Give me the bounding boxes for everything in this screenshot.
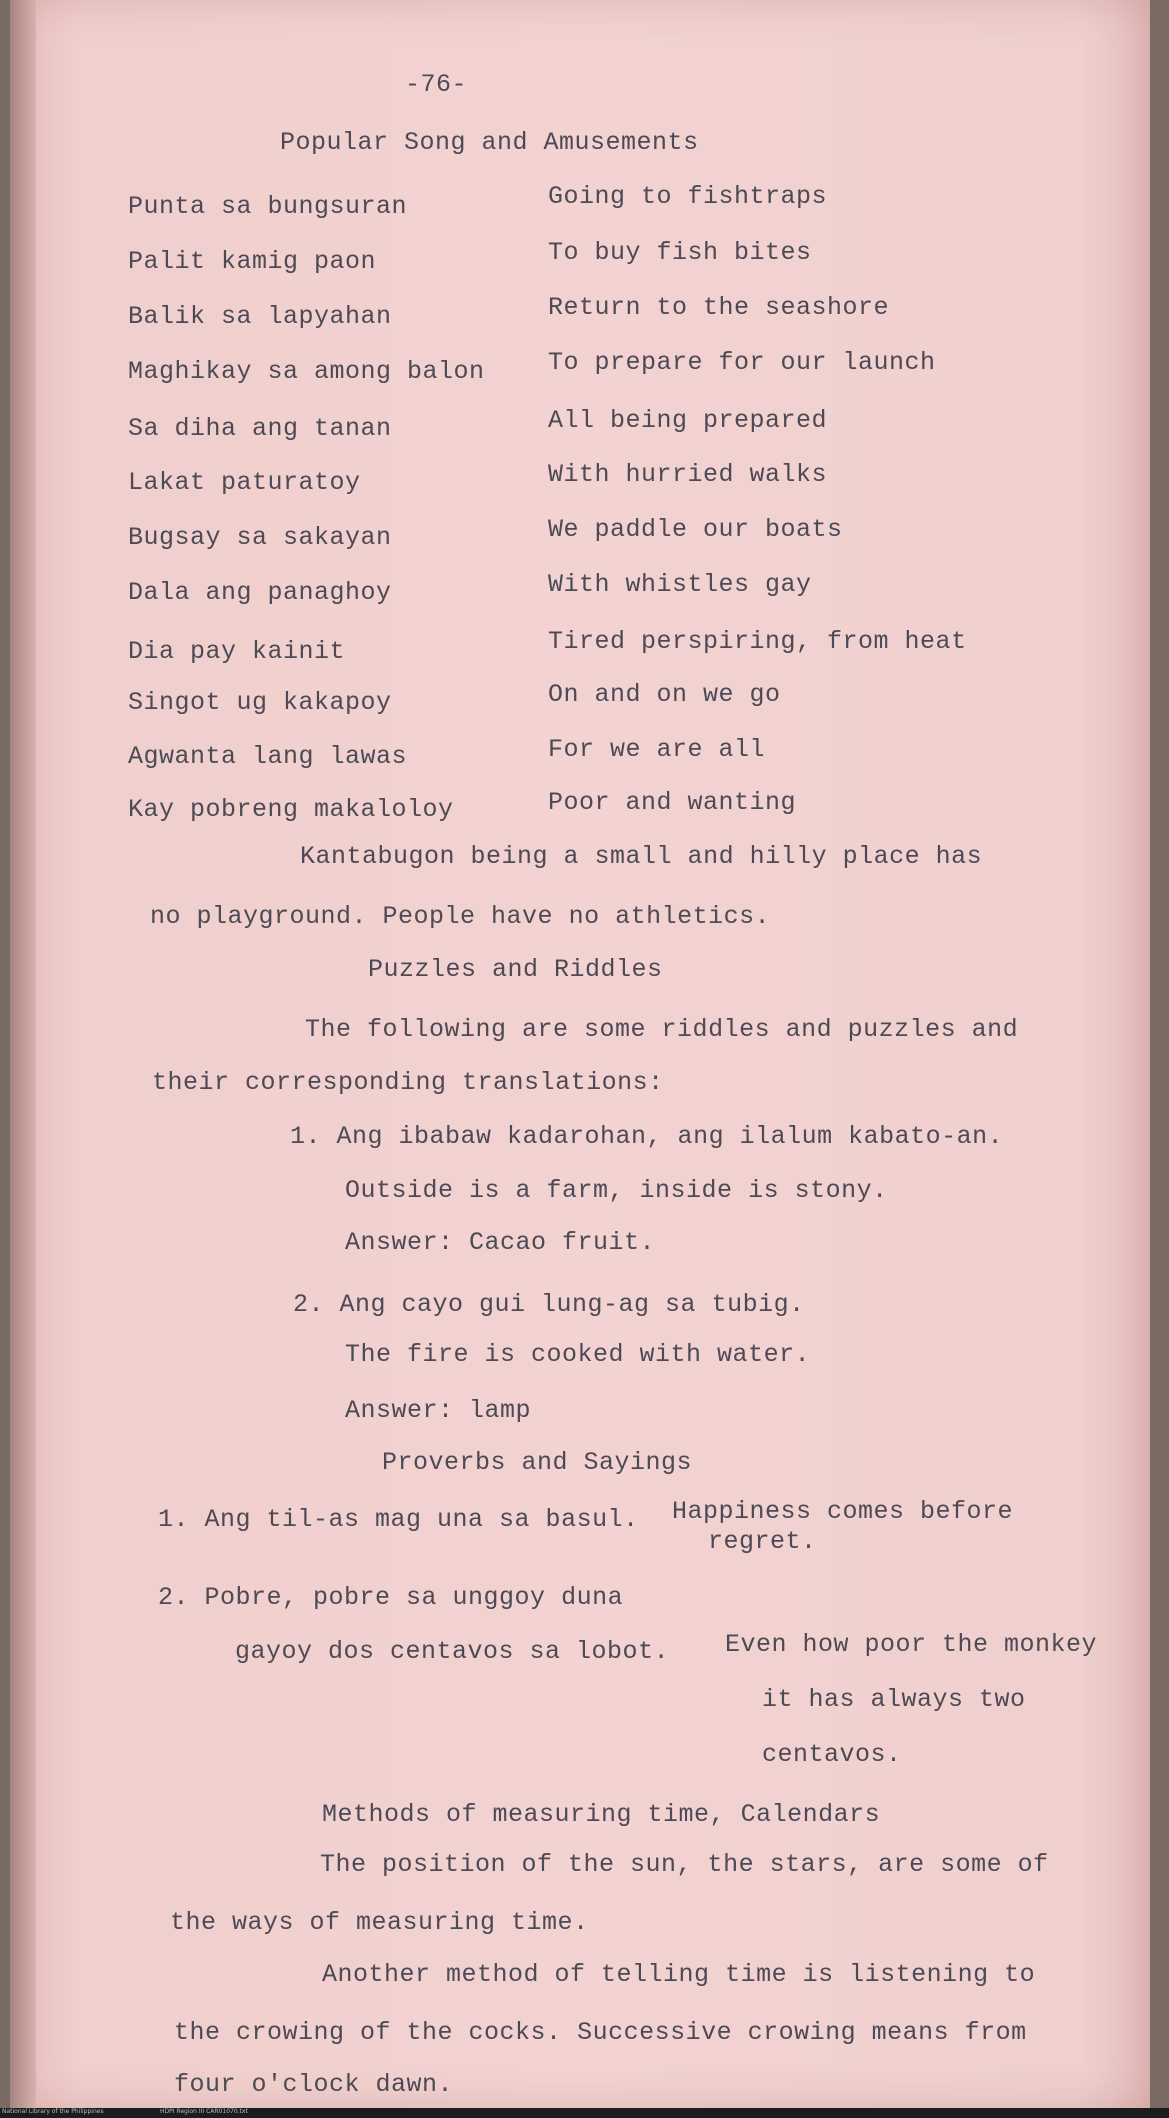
time-paragraph-line: four o'clock dawn. — [174, 2070, 454, 2099]
song-local-line: Sa diha ang tanan — [128, 414, 392, 443]
song-local-line: Agwanta lang lawas — [128, 742, 408, 771]
riddle-english: Outside is a farm, inside is stony. — [345, 1176, 888, 1205]
riddles-intro-line: The following are some riddles and puzzles and — [305, 1015, 1019, 1044]
riddles-intro-line: their corresponding translations: — [152, 1068, 664, 1097]
song-english-line: Going to fishtraps — [548, 182, 828, 211]
proverb-english: it has always two — [762, 1685, 1026, 1714]
proverbs-heading: Proverbs and Sayings — [382, 1448, 693, 1477]
playground-paragraph-line: Kantabugon being a small and hilly place has — [300, 842, 983, 871]
song-local-line: Palit kamig paon — [128, 247, 377, 276]
song-local-line: Punta sa bungsuran — [128, 192, 408, 221]
song-english-line: Poor and wanting — [548, 788, 797, 817]
song-english-line: With hurried walks — [548, 460, 828, 489]
song-heading: Popular Song and Amusements — [280, 128, 699, 157]
proverb-local: gayoy dos centavos sa lobot. — [235, 1637, 670, 1666]
document-page — [10, 0, 1150, 2108]
song-english-line: For we are all — [548, 735, 766, 764]
riddle-answer: Answer: lamp — [345, 1396, 532, 1425]
proverb-local: 1. Ang til-as mag una sa basul. — [158, 1505, 639, 1534]
page-number: -76- — [405, 70, 468, 99]
footer-library-label: National Library of the Philippines — [2, 2108, 104, 2115]
riddle-english: The fire is cooked with water. — [345, 1340, 811, 1369]
proverb-english: Even how poor the monkey — [725, 1630, 1098, 1659]
song-local-line: Dia pay kainit — [128, 637, 346, 666]
riddle-local: 1. Ang ibabaw kadarohan, ang ilalum kabato-an. — [290, 1122, 1004, 1151]
time-paragraph-line: the crowing of the cocks. Successive crowing means from — [174, 2018, 1027, 2047]
song-local-line: Balik sa lapyahan — [128, 302, 392, 331]
proverb-english: Happiness comes before — [672, 1497, 1014, 1526]
song-english-line: Tired perspiring, from heat — [548, 627, 967, 656]
song-english-line: To prepare for our launch — [548, 348, 936, 377]
time-paragraph-line: Another method of telling time is listening to — [322, 1960, 1036, 1989]
song-english-line: To buy fish bites — [548, 238, 812, 267]
time-heading: Methods of measuring time, Calendars — [322, 1800, 881, 1829]
riddles-heading: Puzzles and Riddles — [368, 955, 663, 984]
proverb-english: centavos. — [762, 1740, 902, 1769]
song-english-line: On and on we go — [548, 680, 781, 709]
song-local-line: Singot ug kakapoy — [128, 688, 392, 717]
scan-footer — [0, 2108, 1169, 2118]
proverb-english: regret. — [708, 1527, 817, 1556]
song-english-line: Return to the seashore — [548, 293, 890, 322]
footer-file-label: HDPI Region III CAR01070.txt — [160, 2108, 248, 2115]
song-local-line: Kay pobreng makaloloy — [128, 795, 454, 824]
song-english-line: With whistles gay — [548, 570, 812, 599]
song-local-line: Lakat paturatoy — [128, 468, 361, 497]
song-english-line: All being prepared — [548, 406, 828, 435]
song-local-line: Bugsay sa sakayan — [128, 523, 392, 552]
song-local-line: Dala ang panaghoy — [128, 578, 392, 607]
playground-paragraph-line: no playground. People have no athletics. — [150, 902, 771, 931]
riddle-local: 2. Ang cayo gui lung-ag sa tubig. — [293, 1290, 805, 1319]
proverb-local: 2. Pobre, pobre sa unggoy duna — [158, 1583, 624, 1612]
song-local-line: Maghikay sa among balon — [128, 357, 485, 386]
song-english-line: We paddle our boats — [548, 515, 843, 544]
page-binding-edge — [10, 0, 36, 2108]
time-paragraph-line: the ways of measuring time. — [170, 1908, 589, 1937]
riddle-answer: Answer: Cacao fruit. — [345, 1228, 656, 1257]
time-paragraph-line: The position of the sun, the stars, are some of — [320, 1850, 1049, 1879]
